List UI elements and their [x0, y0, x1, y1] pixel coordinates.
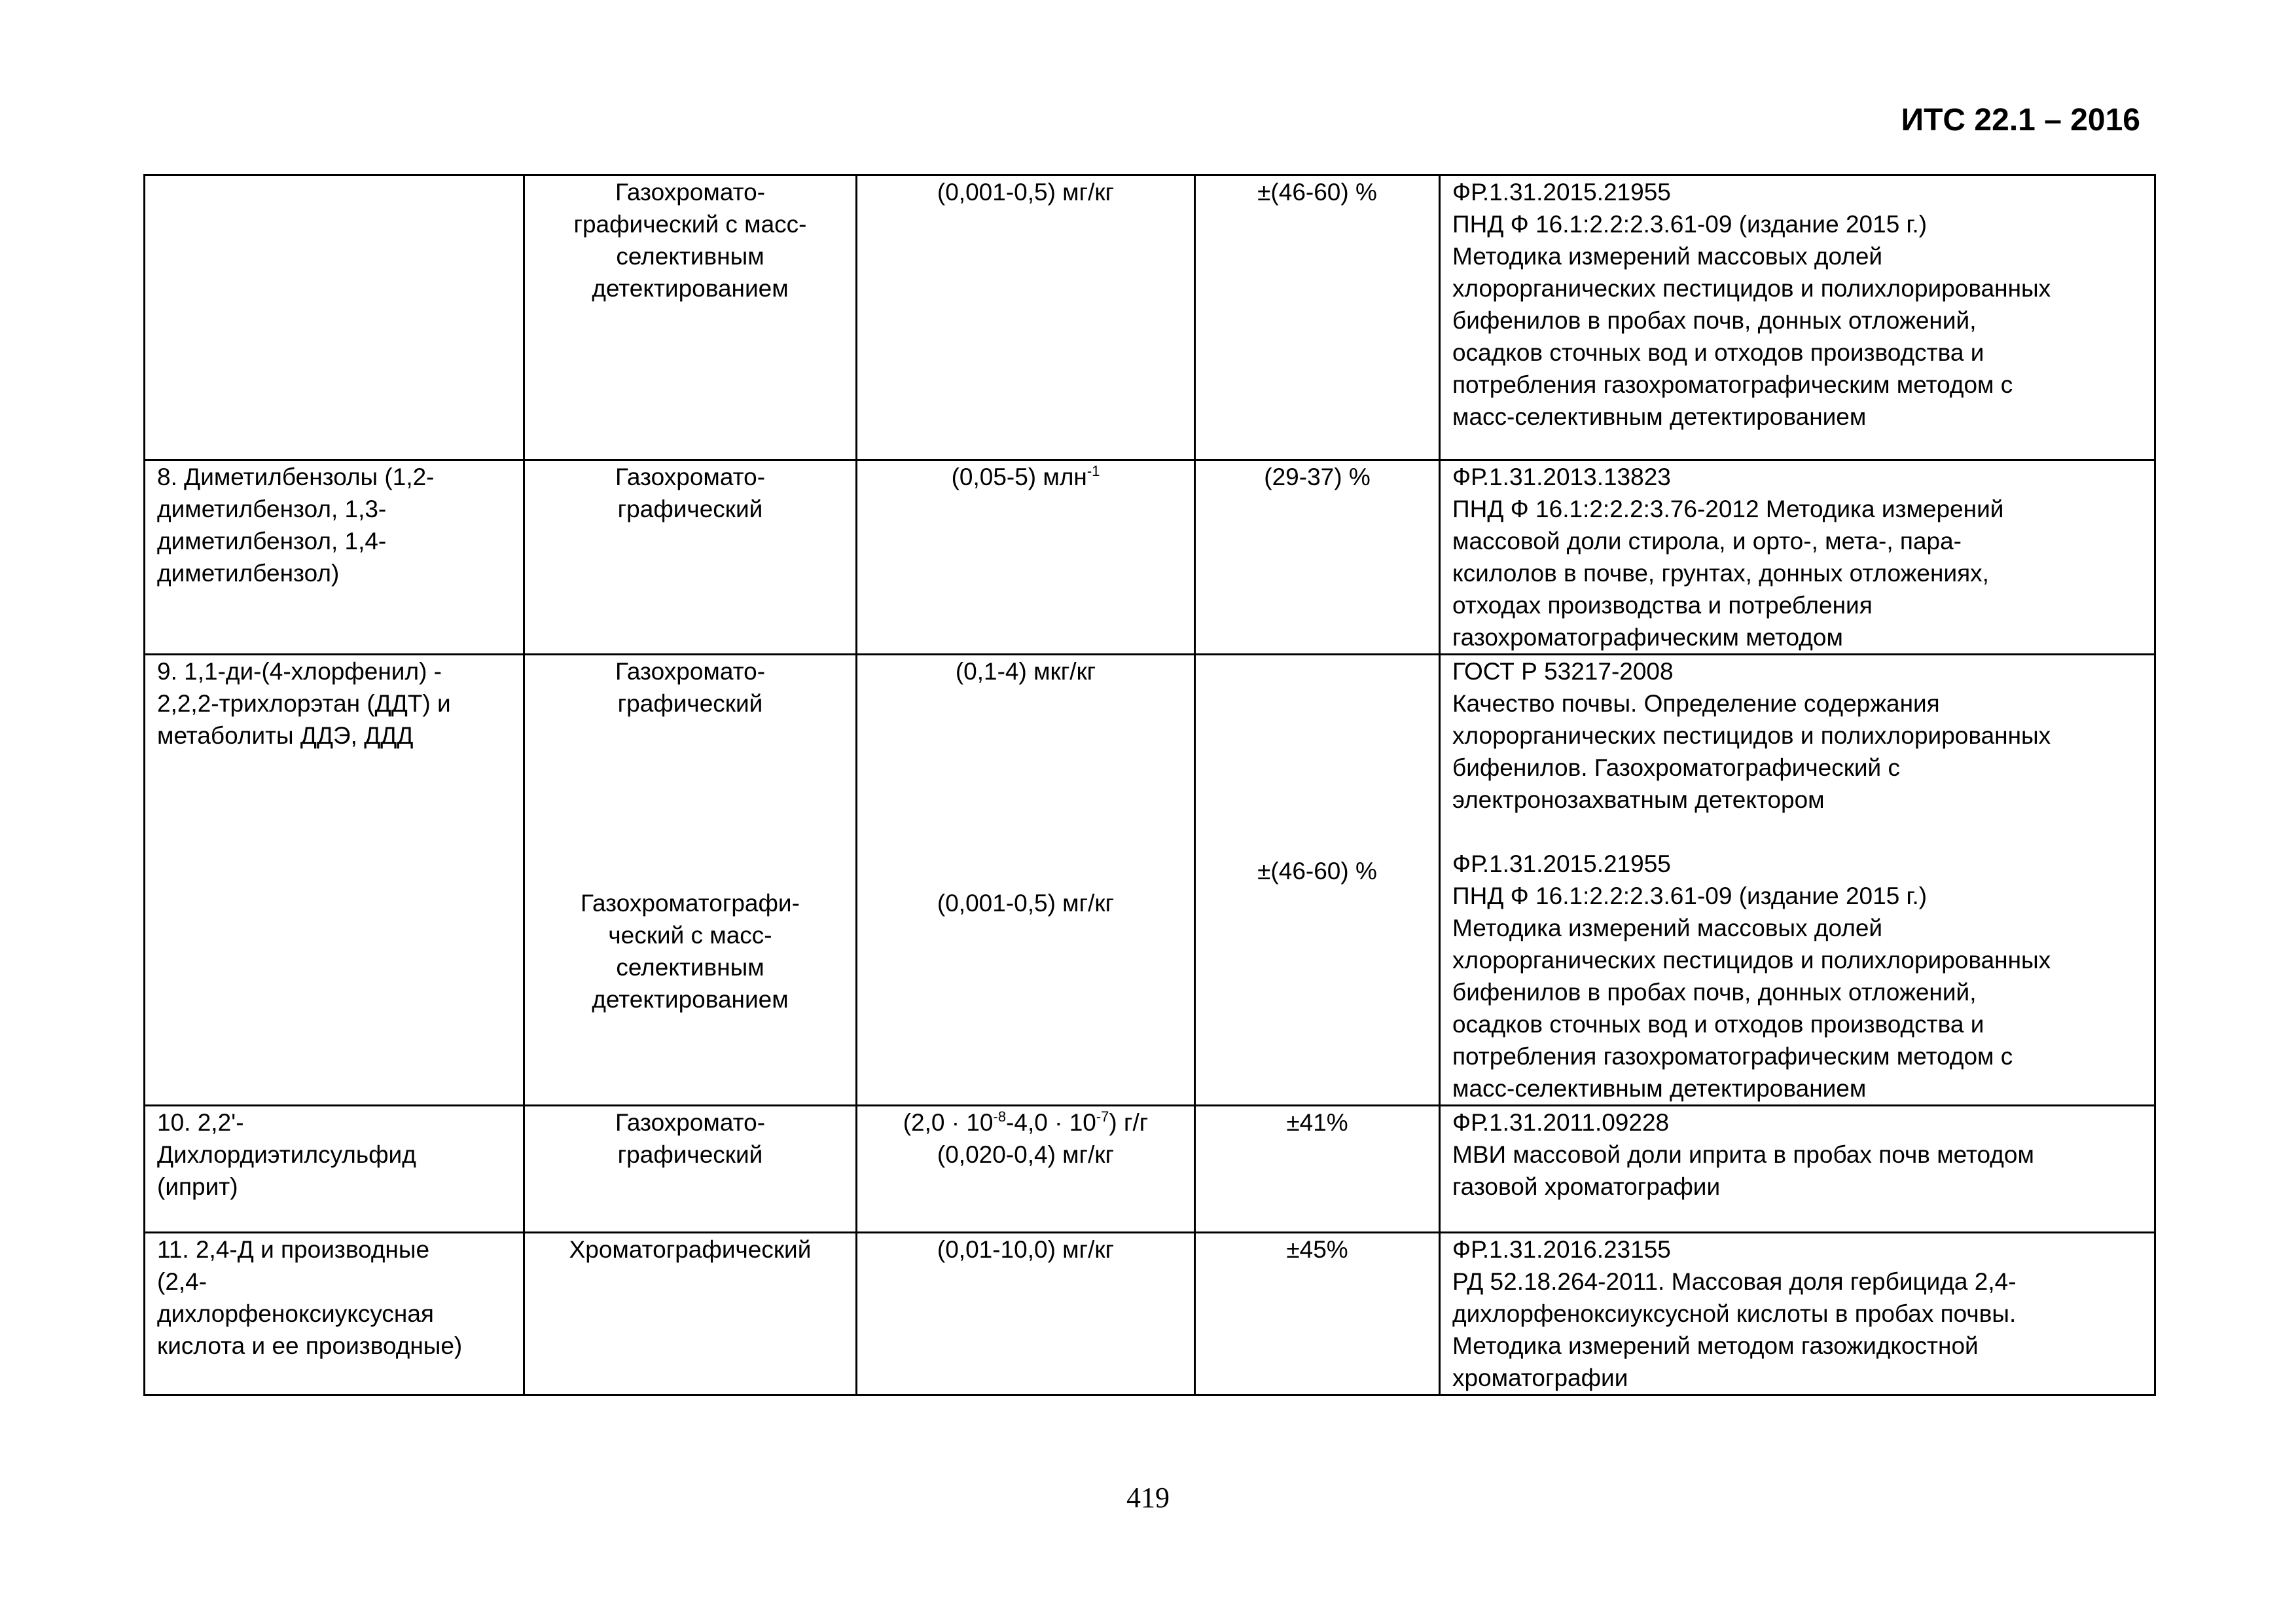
method-cell: Газохромато- графический Газохроматографи- ческий с масс- селективным детектированием	[524, 655, 857, 1106]
table-row	[145, 175, 2155, 460]
method-cell: Хроматографический	[524, 1233, 857, 1395]
range-cell: $(2,0 \cdot 10^{-8}-4,0 \cdot 10^{-7})$ г/г (0,020-0,4) мг/кг	[857, 1106, 1195, 1233]
normative-doc-cell: ФР.1.31.2015.21955 ПНД Ф 16.1:2.2:2.3.61-09 (издание 2015 г.) Методика измерений массовых долей хлорорганических пестицидов и полихлорированных бифенилов в пробах почв, донных отложений, осадков сточных вод и отходов производства и потребления газохроматографическим методом с масс-селективным детектированием	[1440, 175, 2155, 460]
substance-cell: 8. Диметилбензолы (1,2- диметилбензол, 1,3- диметилбензол, 1,4- диметилбензол)	[145, 460, 524, 655]
accuracy-cell: ±45%	[1195, 1233, 1440, 1395]
range-cell: (0,05-5) млн$^{-1}$	[857, 460, 1195, 655]
range-cell: (0,01-10,0) мг/кг	[857, 1233, 1195, 1395]
table-row	[145, 1106, 2155, 1233]
range-cell: (0,001-0,5) мг/кг	[857, 175, 1195, 460]
substance-cell: 10. 2,2'- Дихлордиэтилсульфид (иприт)	[145, 1106, 524, 1233]
normative-doc-cell: ФР.1.31.2013.13823 ПНД Ф 16.1:2:2.2:3.76-2012 Методика измерений массовой доли стирола, и орто-, мета-, пара- ксилолов в почве, грунтах, донных отложениях, отходах производства и потребления газохроматографическим методом	[1440, 460, 2155, 655]
methods-table	[143, 174, 2156, 1396]
method-cell: Газохромато- графический	[524, 1106, 857, 1233]
table-row	[145, 655, 2155, 1106]
normative-doc-cell: ФР.1.31.2016.23155 РД 52.18.264-2011. Массовая доля гербицида 2,4- дихлорфеноксиуксусной кислоты в пробах почвы. Методика измерений методом газожидкостной хроматографии	[1440, 1233, 2155, 1395]
accuracy-cell: (29-37) %	[1195, 460, 1440, 655]
accuracy-cell: ±(46-60) %	[1195, 655, 1440, 1106]
accuracy-cell: ±41%	[1195, 1106, 1440, 1233]
method-cell: Газохромато- графический	[524, 460, 857, 655]
table-row	[145, 1233, 2155, 1395]
normative-doc-cell: ФР.1.31.2011.09228 МВИ массовой доли иприта в пробах почв методом газовой хроматографии	[1440, 1106, 2155, 1233]
document-code: ИТС 22.1 – 2016	[1901, 103, 2140, 137]
range-cell: (0,1-4) мкг/кг (0,001-0,5) мг/кг	[857, 655, 1195, 1106]
substance-cell: 9. 1,1-ди-(4-хлорфенил) - 2,2,2-трихлорэтан (ДДТ) и метаболиты ДДЭ, ДДД	[145, 655, 524, 1106]
table-row	[145, 460, 2155, 655]
page-number: 419	[1126, 1482, 1170, 1514]
normative-doc-cell: ГОСТ Р 53217-2008 Качество почвы. Определение содержания хлорорганических пестицидов и полихлорированных бифенилов. Газохроматографический с электронозахватным детектором ФР.1.31.2015.21955 ПНД Ф 16.1:2.2:2.3.61-09 (издание 2015 г.) Методика измерений массовых долей хлорорганических пестицидов и полихлорированных бифенилов в пробах почв, донных отложений, осадков сточных вод и отходов производства и потребления газохроматографическим методом с масс-селективным детектированием	[1440, 655, 2155, 1106]
method-cell: Газохромато- графический с масс- селективным детектированием	[524, 175, 857, 460]
accuracy-cell: ±(46-60) %	[1195, 175, 1440, 460]
substance-cell	[145, 175, 524, 460]
substance-cell: 11. 2,4-Д и производные (2,4- дихлорфеноксиуксусная кислота и ее производные)	[145, 1233, 524, 1395]
